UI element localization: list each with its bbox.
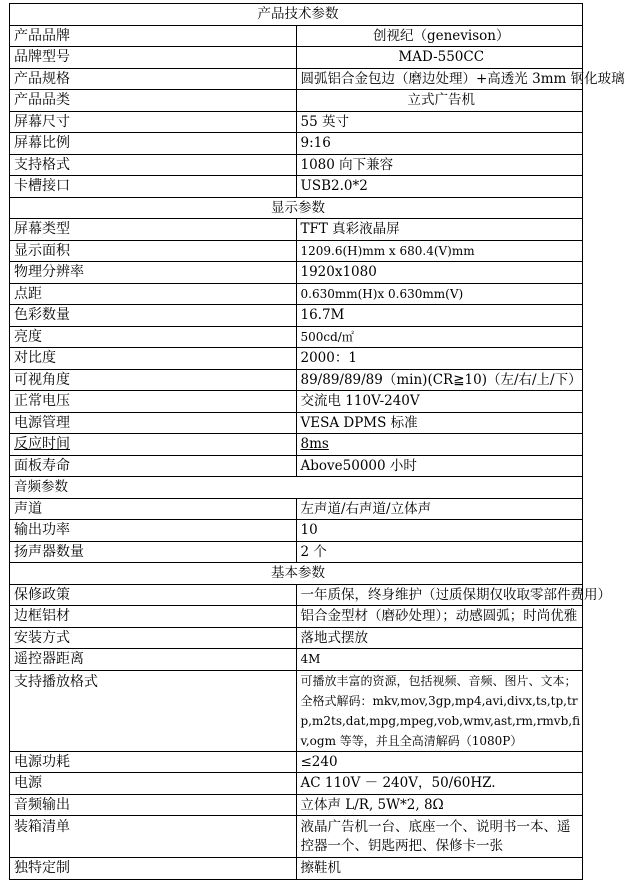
row-label: 物理分辨率 — [10, 262, 297, 284]
row-value: 铝合金型材（磨砂处理）；动感圆弧；时尚优雅 — [296, 606, 583, 628]
spec-table — [9, 3, 625, 880]
row-value: 89/89/89/89（min)(CR≧10)（左/右/上/下） — [296, 369, 583, 391]
row-label: 点距 — [10, 283, 297, 305]
row-label: 边框铝材 — [10, 606, 297, 628]
row-label: 支持播放格式 — [10, 670, 297, 751]
row-label: 电源功耗 — [10, 751, 297, 773]
row-value: TFT 真彩液晶屏 — [296, 219, 583, 241]
row-label: 装箱清单 — [10, 816, 297, 858]
row-value: 落地式摆放 — [296, 627, 583, 649]
row-label: 面板寿命 — [10, 455, 297, 477]
row-value: 1080 向下兼容 — [296, 154, 583, 176]
row-value: 液晶广告机一台、底座一个、说明书一本、遥控器一个、钥匙两把、保修卡一张 — [296, 816, 583, 858]
row-label: 产品品类 — [10, 90, 297, 112]
row-value: 16.7M — [296, 305, 583, 327]
row-value: 2000：1 — [296, 348, 583, 370]
row-label: 色彩数量 — [10, 305, 297, 327]
section-header-audio: 音频参数 — [10, 477, 583, 499]
row-value: VESA DPMS 标准 — [296, 412, 583, 434]
row-value: 立式广告机 — [296, 90, 583, 112]
row-label: 独特定制 — [10, 858, 297, 880]
row-label: 产品品牌 — [10, 25, 297, 47]
row-value: 10 — [296, 520, 583, 542]
row-value: 一年质保，终身维护（过质保期仅收取零部件费用） — [296, 584, 583, 606]
row-label: 产品规格 — [10, 68, 297, 90]
row-label: 声道 — [10, 498, 297, 520]
row-value: AC 110V － 240V，50/60HZ. — [296, 773, 583, 795]
row-label: 屏幕比例 — [10, 133, 297, 155]
row-label: 遥控器距离 — [10, 649, 297, 671]
row-label: 支持格式 — [10, 154, 297, 176]
row-value: 左声道/右声道/立体声 — [296, 498, 583, 520]
row-value: 圆弧铝合金包边（磨边处理）+高透光 3mm 钢化玻璃 — [296, 68, 583, 90]
row-value: 可播放丰富的资源，包括视频、音频、图片、文本；全格式解码：mkv,mov,3gp,mp4,avi,divx,ts,tp,trp,m2ts,dat,mpg,mpeg,vob,wmv,ast,rm,rmvb,fiv,ogm 等等，并且全高清解码（1080P） — [296, 670, 583, 751]
row-label: 屏幕类型 — [10, 219, 297, 241]
row-value: 交流电 110V-240V — [296, 391, 583, 413]
row-value: 擦鞋机 — [296, 858, 583, 880]
row-label: 扬声器数量 — [10, 541, 297, 563]
row-label: 亮度 — [10, 326, 297, 348]
row-value: 4M — [296, 649, 583, 671]
row-value: Above50000 小时 — [296, 455, 583, 477]
row-value: 9:16 — [296, 133, 583, 155]
row-label: 音频输出 — [10, 794, 297, 816]
row-label: 正常电压 — [10, 391, 297, 413]
row-label: 品牌型号 — [10, 47, 297, 69]
row-label: 保修政策 — [10, 584, 297, 606]
row-value: 立体声 L/R, 5W*2, 8Ω — [296, 794, 583, 816]
row-label: 屏幕尺寸 — [10, 111, 297, 133]
row-label: 电源 — [10, 773, 297, 795]
row-label: 卡槽接口 — [10, 176, 297, 198]
row-value: 1920x1080 — [296, 262, 583, 284]
row-value: 55 英寸 — [296, 111, 583, 133]
row-label: 对比度 — [10, 348, 297, 370]
row-value: 2 个 — [296, 541, 583, 563]
row-label: 可视角度 — [10, 369, 297, 391]
section-header-product: 产品技术参数 — [10, 4, 583, 26]
row-label: 反应时间 — [10, 434, 297, 456]
row-label: 输出功率 — [10, 520, 297, 542]
row-value: 创视纪（genevison） — [296, 25, 583, 47]
row-value: MAD-550CC — [296, 47, 583, 69]
row-value: 0.630mm(H)x 0.630mm(V) — [296, 283, 583, 305]
row-label: 电源管理 — [10, 412, 297, 434]
row-value: 500cd/㎡ — [296, 326, 583, 348]
row-value: ≤240 — [296, 751, 583, 773]
row-value: USB2.0*2 — [296, 176, 583, 198]
row-label: 安装方式 — [10, 627, 297, 649]
section-header-basic: 基本参数 — [10, 563, 583, 585]
section-header-display: 显示参数 — [10, 197, 583, 219]
row-value: 1209.6(H)mm x 680.4(V)mm — [296, 240, 583, 262]
row-value: 8ms — [296, 434, 583, 456]
row-label: 显示面积 — [10, 240, 297, 262]
